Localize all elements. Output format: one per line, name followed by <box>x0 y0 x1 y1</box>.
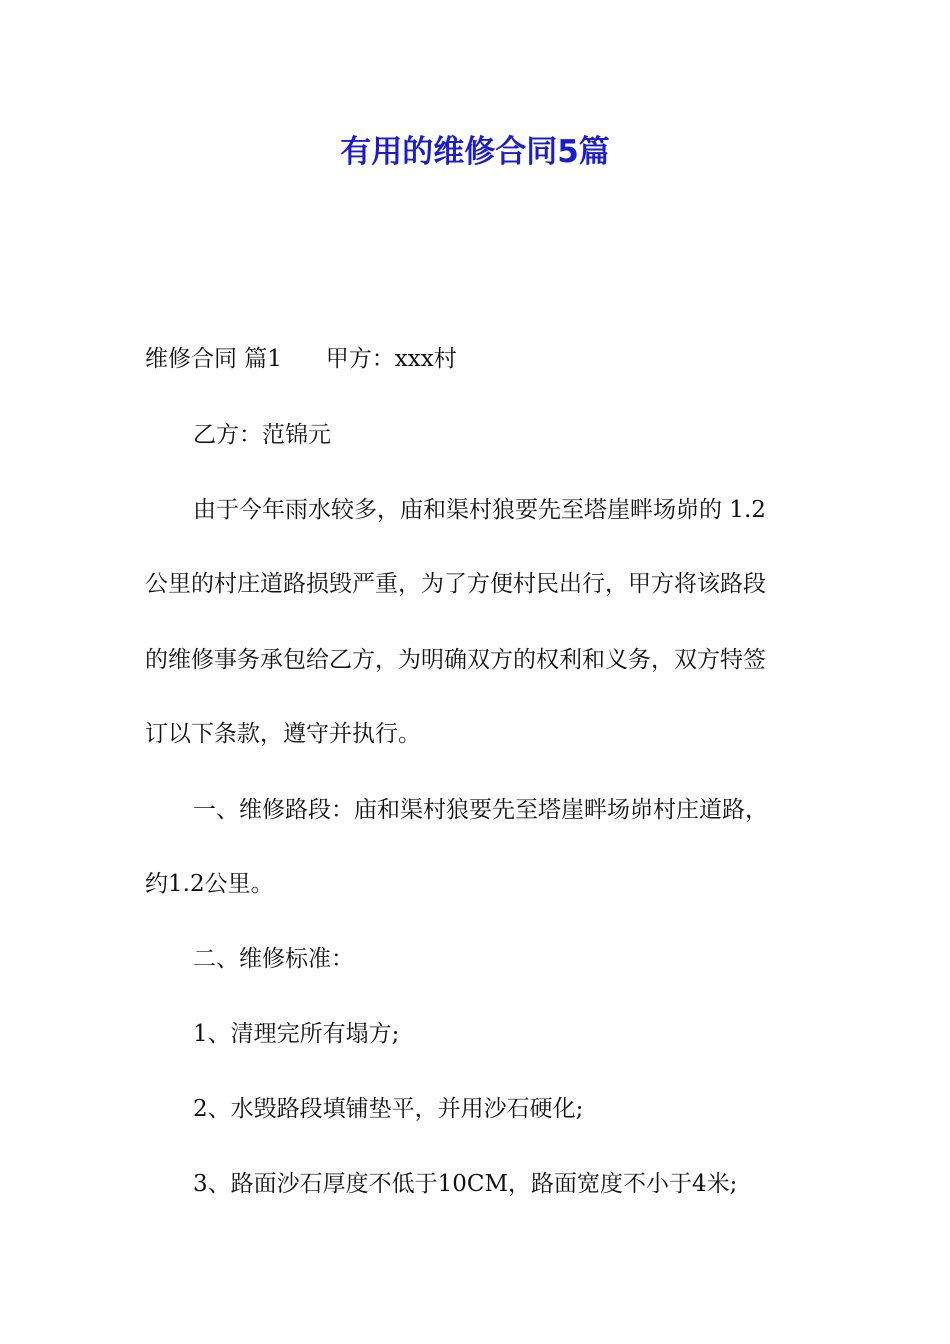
clause-two-heading: 二、维修标准： <box>193 946 354 972</box>
body-line: 订以下条款，遵守并执行。 <box>145 721 421 747</box>
party-b-line: 乙方：范锦元 <box>193 422 331 448</box>
body-line: 的维修事务承包给乙方，为明确双方的权利和义务，双方特签 <box>145 647 766 673</box>
standard-item-2: 2、水毁路段填铺垫平，并用沙石硬化; <box>193 1096 584 1122</box>
body-line: 由于今年雨水较多，庙和渠村狼要先至塔崖畔场峁的 1.2 <box>193 497 766 523</box>
body-line: 公里的村庄道路损毁严重，为了方便村民出行，甲方将该路段 <box>145 571 766 597</box>
clause-one-line: 一、维修路段：庙和渠村狼要先至塔崖畔场峁村庄道路， <box>193 797 768 823</box>
standard-item-3: 3、路面沙石厚度不低于10CM，路面宽度不小于4米; <box>193 1171 738 1197</box>
contract-heading-line: 维修合同 篇1 甲方：xxx村 <box>145 346 457 372</box>
standard-item-1: 1、清理完所有塌方; <box>193 1021 400 1047</box>
clause-one-continuation: 约1.2公里。 <box>145 871 274 897</box>
document-title: 有用的维修合同5篇 <box>340 134 610 170</box>
